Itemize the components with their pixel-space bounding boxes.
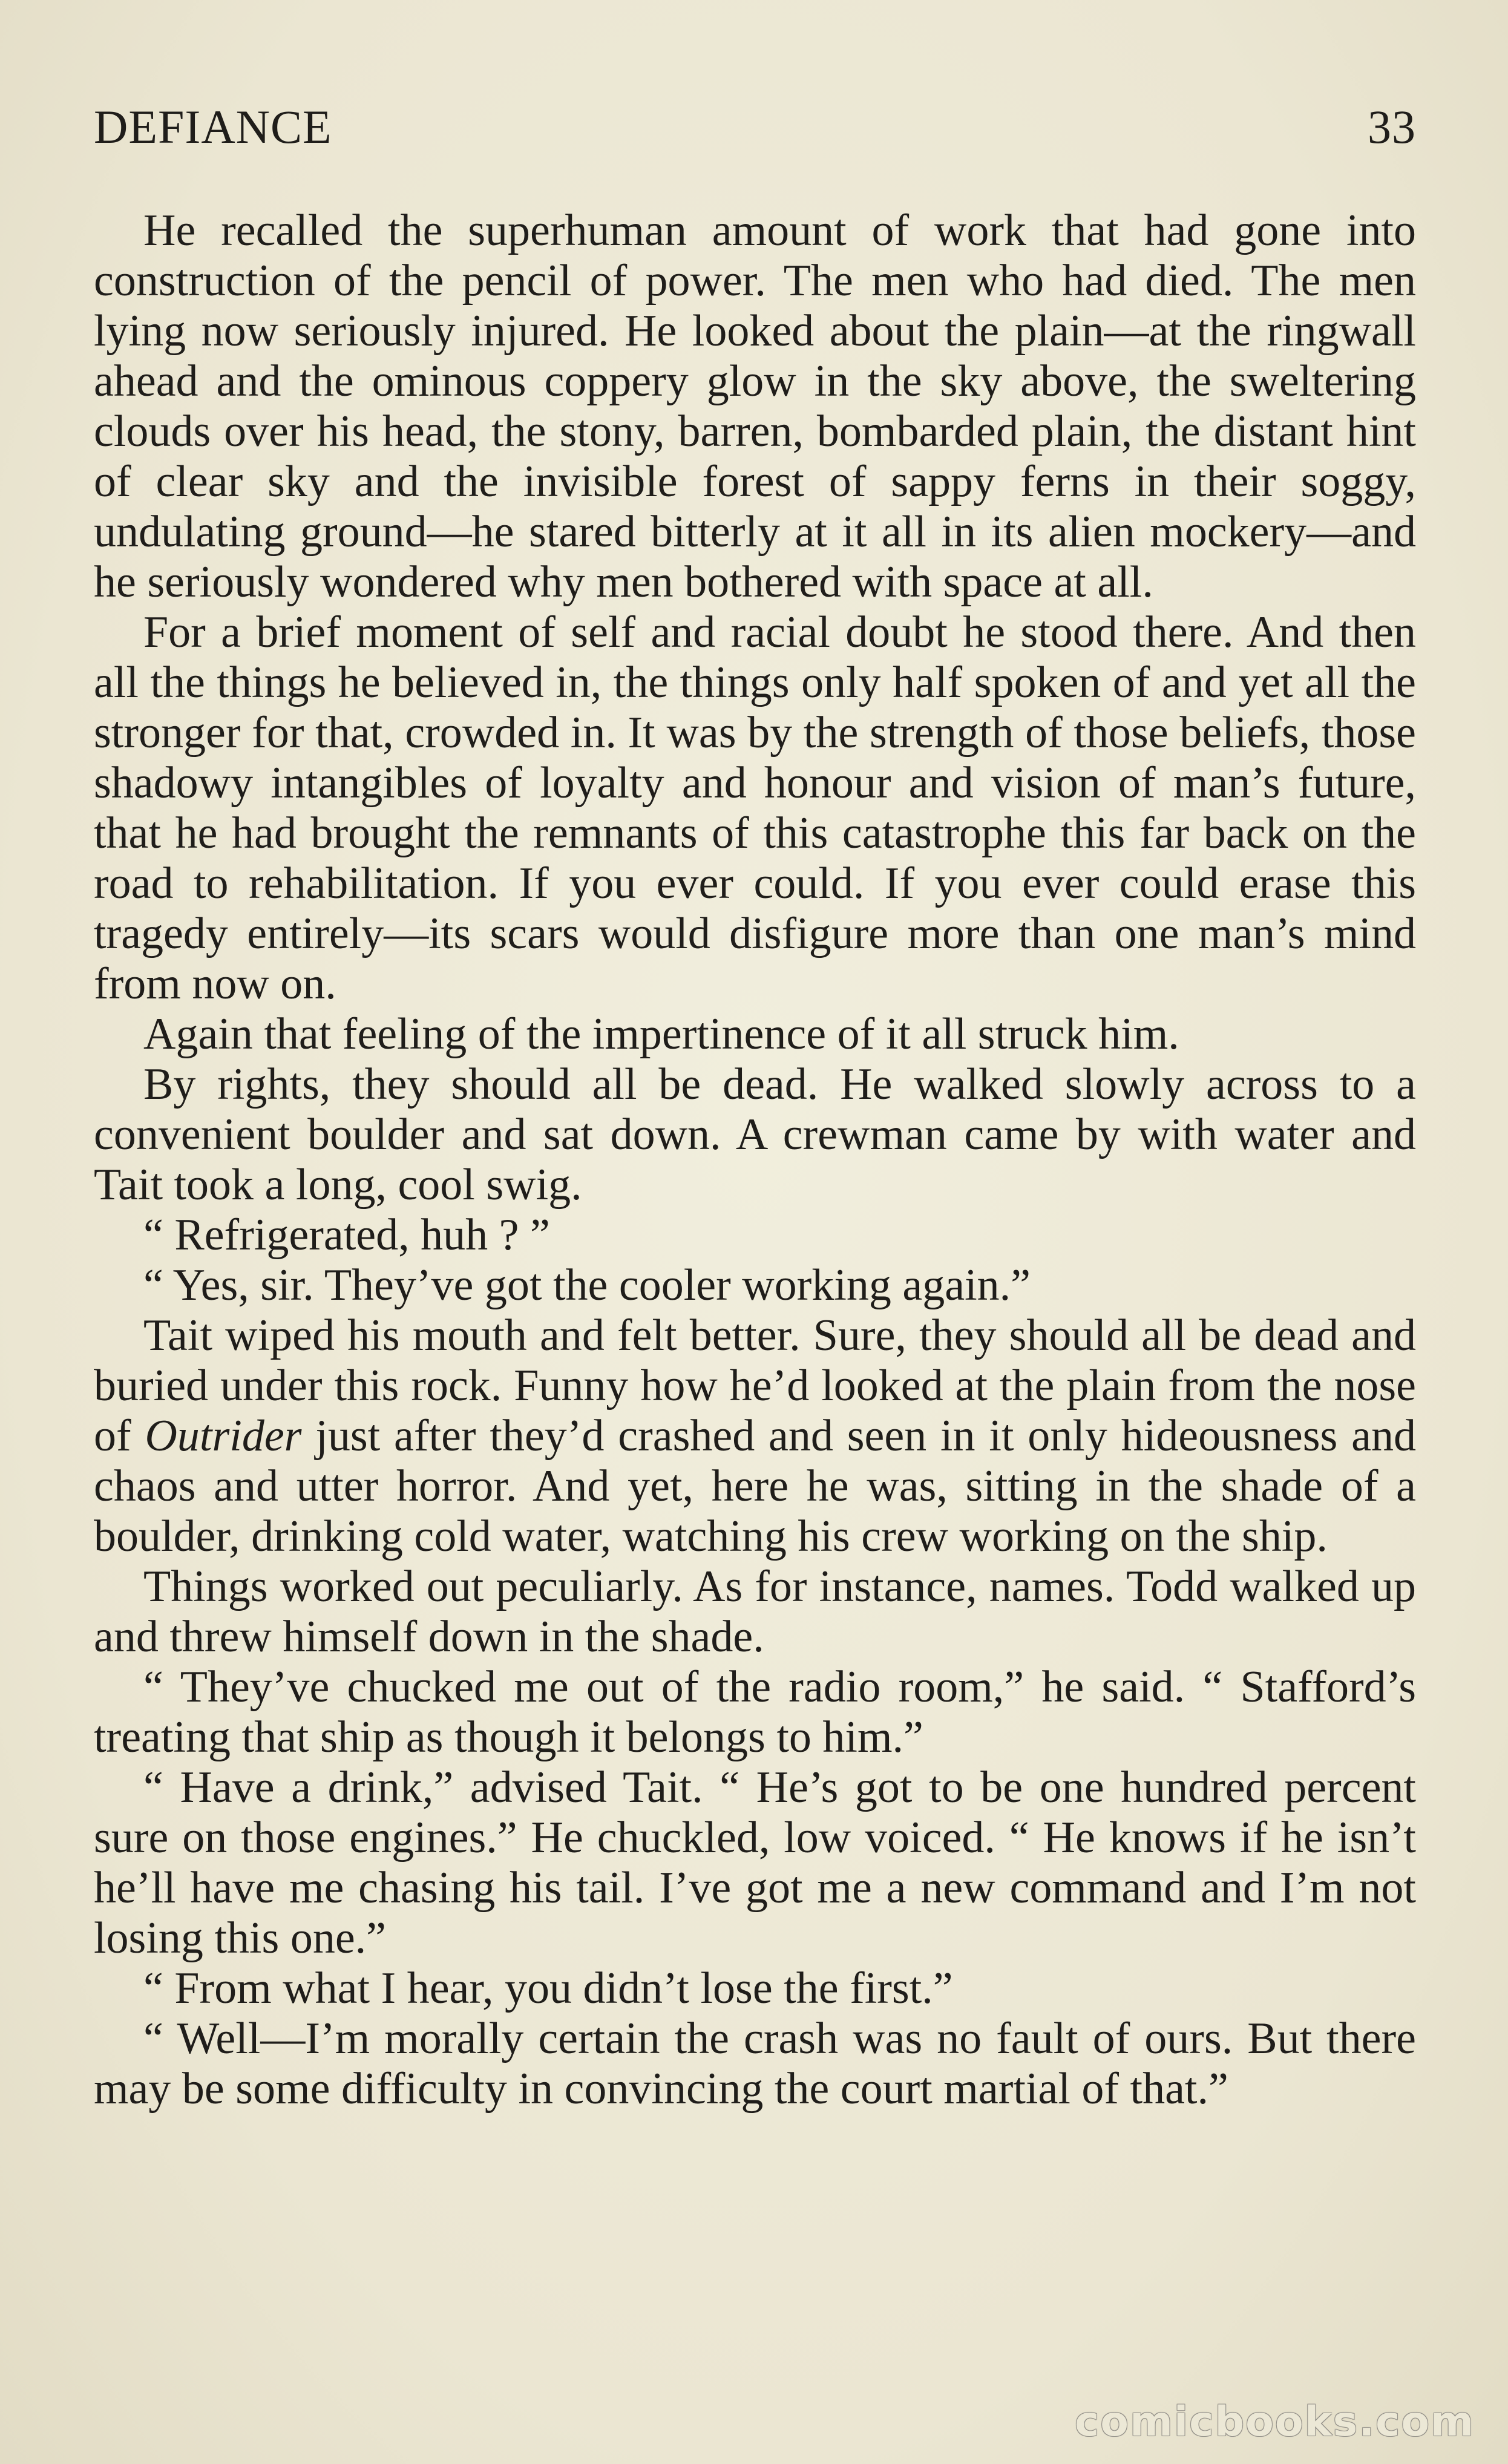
paragraph: He recalled the superhuman amount of work that had gone into construction of the pencil of power. The men who had died. The men lying now seriously injured. He looked about the plain—at the ringwall ahead and the ominous coppery glow in the sky above, the sweltering clouds over his head, the stony, barren, bombarded plain, the distant hint of clear sky and the invisible forest of sappy ferns in their soggy, undulating ground—he stared bitterly at it all in its alien mockery—and he seriously wondered why men bothered with space at all. bbox=[94, 206, 1416, 607]
ship-name: Outrider bbox=[145, 1411, 302, 1461]
running-header bbox=[94, 97, 1416, 157]
paragraph: “ Have a drink,” advised Tait. “ He’s got to be one hundred percent sure on those engines.” He chuckled, low voiced. “ He knows if he isn’t he’ll have me chasing his tail. I’ve got me a new command and I’m not losing this one.” bbox=[94, 1763, 1416, 1963]
paragraph: “ Yes, sir. They’ve got the cooler working again.” bbox=[143, 1260, 1031, 1310]
paragraph: Things worked out peculiarly. As for instance, names. Todd walked up and threw himself down in the shade. bbox=[94, 1562, 1416, 1662]
chapter-title: DEFIANCE bbox=[94, 100, 332, 153]
paragraph bbox=[94, 1311, 1416, 1562]
paragraph: For a brief moment of self and racial doubt he stood there. And then all the things he believed in, the things only half spoken of and yet all the stronger for that, crowded in. It was by the strength of those beliefs, those shadowy intangibles of loyalty and honour and vision of man’s future, that he had brought the remnants of this catastrophe this far back on the road to rehabilitation. If you ever could. If you ever could erase this tragedy entirely—its scars would disfigure more than one man’s mind from now on. bbox=[94, 608, 1416, 1009]
paragraph-text: just after they’d crashed and seen in it only hideousness and chaos and utter horror. And yet, here he was, sitting in the shade of a boulder, drinking cold water, watching his crew working on the ship. bbox=[94, 1411, 1416, 1561]
paragraph: Again that feeling of the impertinence of it all struck him. bbox=[143, 1009, 1179, 1059]
paragraph: “ They’ve chucked me out of the radio room,” he said. “ Stafford’s treating that ship as though it belongs to him.” bbox=[94, 1662, 1416, 1762]
paragraph: “ Well—I’m morally certain the crash was no fault of ours. But there may be some difficulty in convincing the court martial of that.” bbox=[94, 2014, 1416, 2114]
body-text bbox=[94, 206, 1416, 2114]
paragraph-text: Tait wiped his mouth and felt better. Sure, they should all be dead and buried under this rock. Funny how he’d looked at the plain from the nose of bbox=[94, 1311, 1416, 1461]
paragraph: “ Refrigerated, huh ? ” bbox=[143, 1210, 550, 1260]
paragraph: By rights, they should all be dead. He walked slowly across to a convenient boulder and sat down. A crewman came by with water and Tait took a long, cool swig. bbox=[94, 1060, 1416, 1210]
paragraph: “ From what I hear, you didn’t lose the first.” bbox=[143, 1964, 953, 2013]
page-number: 33 bbox=[1368, 100, 1416, 153]
watermark: comicbooks.com bbox=[1074, 2398, 1475, 2446]
